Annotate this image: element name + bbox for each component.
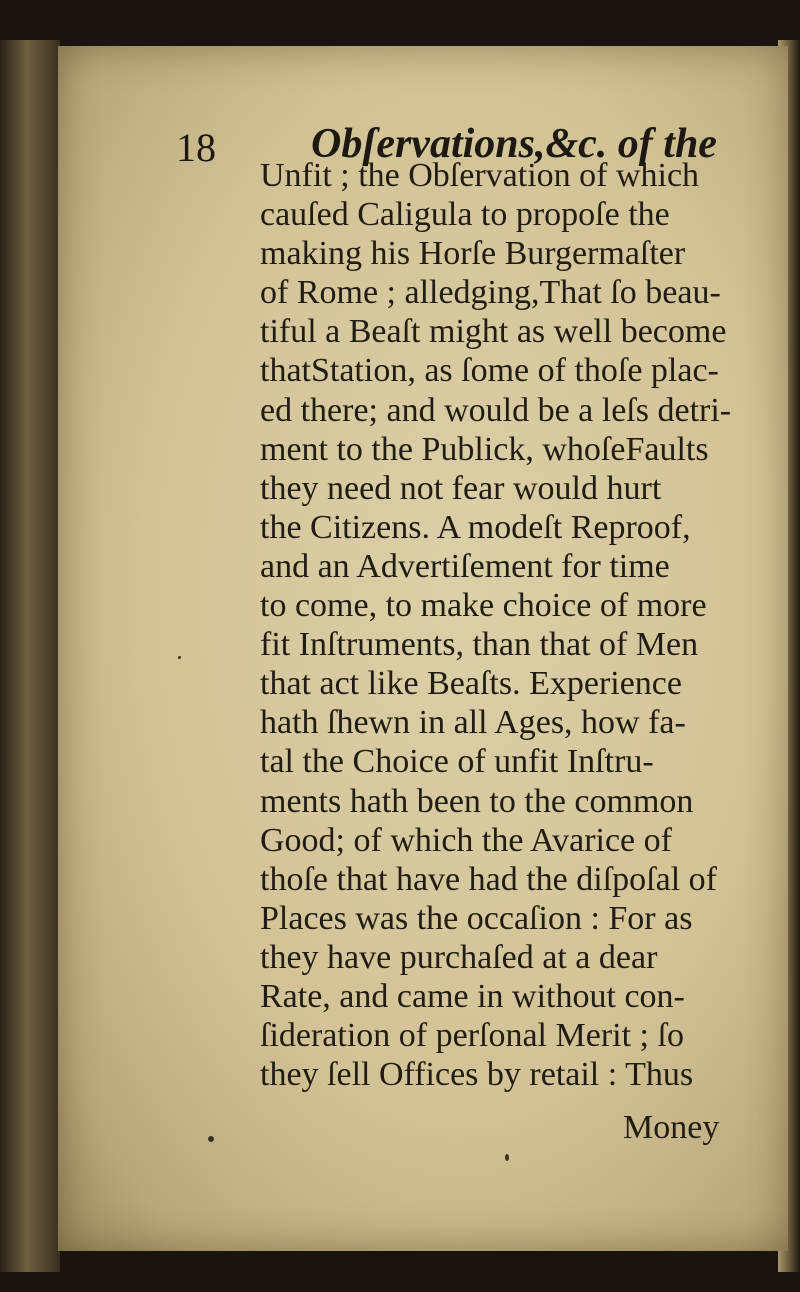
text-line: that act like Beaſts. Experience xyxy=(260,665,682,703)
text-line: thatStation, as ſome of thoſe plac- xyxy=(260,352,719,390)
text-line: to come, to make choice of more xyxy=(260,587,707,625)
ink-speck xyxy=(208,1136,214,1142)
body-text xyxy=(260,156,740,1094)
catchword: Money xyxy=(623,1109,720,1146)
text-line: ment to the Publick, whoſeFaults xyxy=(260,430,709,468)
text-line: tal the Choice of unfit Inſtru- xyxy=(260,743,654,781)
text-line: Unfit ; the Obſervation of which xyxy=(260,157,700,194)
book-binding-edge xyxy=(0,40,60,1272)
text-line: the Citizens. A modeſt Reproof, xyxy=(260,508,691,546)
text-line: thoſe that have had the diſpoſal of xyxy=(260,860,717,898)
text-line: they need not fear would hurt xyxy=(260,469,662,507)
text-line: they have purchaſed at a dear xyxy=(260,938,658,976)
text-line: cauſed Caligula to propoſe the xyxy=(260,196,670,234)
paper-page xyxy=(58,46,788,1251)
text-line: Good; of which the Avarice of xyxy=(260,821,672,859)
ink-speck xyxy=(505,1154,509,1161)
text-line: Places was the occaſion : For as xyxy=(260,899,693,937)
text-line: they ſell Offices by retail : Thus xyxy=(260,1056,694,1094)
text-line: ed there; and would be a leſs detri- xyxy=(260,391,732,429)
text-line: ments hath been to the common xyxy=(260,782,694,820)
text-line: and an Advertiſement for time xyxy=(260,547,670,585)
page-number: 18 xyxy=(176,125,216,170)
running-head: Obſervations,&c. of the xyxy=(311,121,717,167)
text-line: hath ſhewn in all Ages, how fa- xyxy=(260,704,686,742)
text-line: fit Inſtruments, than that of Men xyxy=(260,626,699,664)
text-line: making his Horſe Burgermaſter xyxy=(260,235,686,273)
text-line: of Rome ; alledging,That ſo beau- xyxy=(260,274,721,312)
text-line: tiful a Beaſt might as well become xyxy=(260,313,727,351)
text-line: Rate, and came in without con- xyxy=(260,977,685,1015)
text-line: ſideration of perſonal Merit ; ſo xyxy=(260,1017,684,1055)
ink-speck xyxy=(178,656,181,659)
